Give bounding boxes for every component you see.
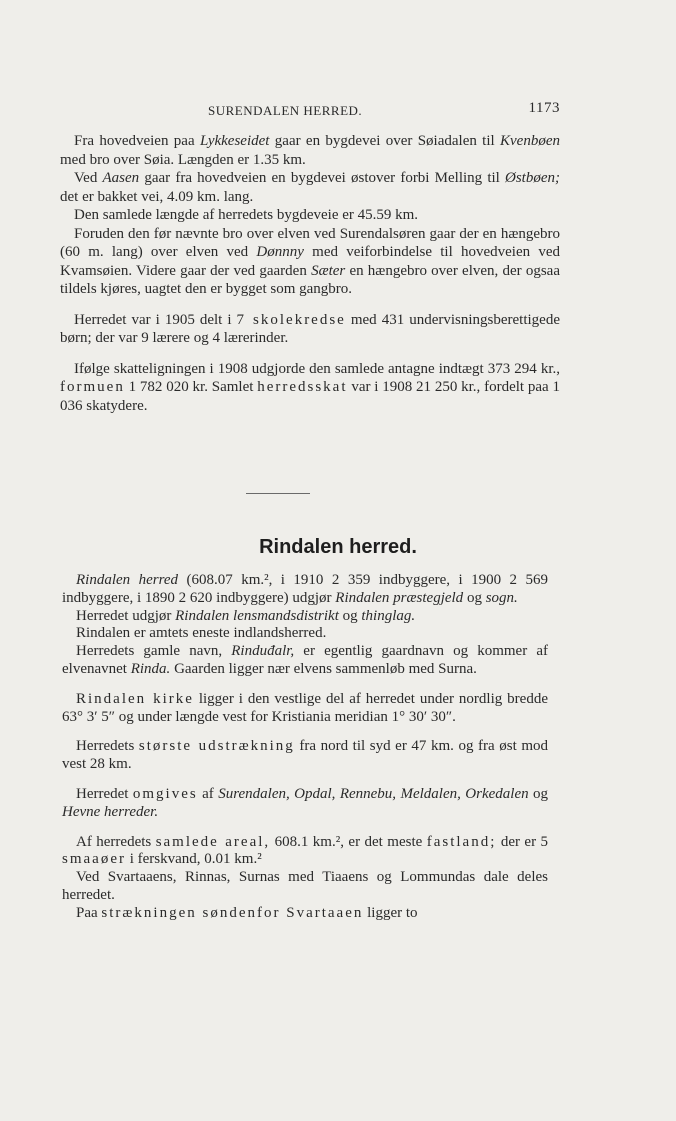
paragraph-extent: Herredets største udstrækning fra nord til syd er 47 km. og fra øst mod vest 28 km. [62, 738, 549, 773]
rindalen-section [62, 572, 548, 923]
running-title: SURENDALEN HERRED. [208, 103, 363, 118]
paragraph-bygdevei-soiadalen: Fra hovedveien paa Lykkeseidet gaar en bygdevei over Søiadalen til Kvenbøen med bro over Søia. Længden er 1.35 km. [60, 133, 560, 168]
surendalen-section [60, 132, 560, 415]
paragraph-total-area: Af herredets samlede areal, 608.1 km.², er det meste fastland; der er 5 smaaøer i ferskvand, 0.01 km.² [62, 833, 549, 868]
paragraph-area-population: Rindalen herred (608.07 km.², i 1910 2 359 indbyggere, i 1900 2 569 indbyggere, i 1890 2 620 indbyggere) udgjør Rindalen præstegjeld og sogn. [62, 572, 548, 606]
paragraph-schools: Herredet var i 1905 delt i 7 skolekredse med 431 undervisningsberettigede børn; der var 9 lærere og 4 lærerinder. [60, 311, 560, 346]
paragraph-valleys: Ved Svartaaens, Rinnas, Surnas med Tiaaens og Lommundas dale deles herredet. [62, 869, 548, 903]
paragraph-road-length: Den samlede længde af herredets bygdeveie er 45.59 km. [74, 207, 419, 223]
section-divider [246, 493, 310, 494]
paragraph-old-name: Herredets gamle navn, Rinduđalr, er egentlig gaardnavn og kommer af elvenavnet Rinda. Gaarden ligger nær elvens sammenløb med Surna. [62, 643, 548, 677]
paragraph-svartaaen: Paa strækningen søndenfor Svartaaen ligger to [76, 904, 418, 921]
paragraph-taxes: Ifølge skatteligningen i 1908 udgjorde den samlede antagne indtægt 373 294 kr., formuen 1 782 020 kr. Samlet herredsskat var i 1908 21 250 kr., fordelt paa 1 036 skatydere. [60, 360, 560, 414]
paragraph-district: Herredet udgjør Rindalen lensmandsdistrikt og thinglag. [76, 607, 416, 624]
paragraph-church: Rindalen kirke ligger i den vestlige del af herredet under nordlig bredde 63° 3′ 5″ og under længde vest for Kristiania meridian 1° 30′ 30″. [62, 690, 548, 725]
section-heading: Rindalen herred. [259, 536, 417, 558]
paragraph-bygdevei-aasen: Ved Aasen gaar fra hovedveien en bygdevei østover forbi Melling til Østbøen; det er bakket vei, 4.09 km. lang. [60, 170, 561, 205]
paragraph-bridges: Foruden den før nævnte bro over elven ved Surendalsøren gaar der en hængebro (60 m. lang) over elven ved Dønnny med veiforbindelse til hovedveien ved Kvamsøien. Videre gaar der ved gaarden Sæter en hængebro over elven, der ogsaa tildels kjøres, uagtet den er bygget som gangbro. [60, 225, 561, 297]
page-number: 1173 [528, 100, 560, 116]
paragraph-inland: Rindalen er amtets eneste indlandsherred. [76, 625, 327, 642]
paragraph-borders: Herredet omgives af Surendalen, Opdal, Rennebu, Meldalen, Orkedalen og Hevne herreder. [62, 785, 549, 820]
